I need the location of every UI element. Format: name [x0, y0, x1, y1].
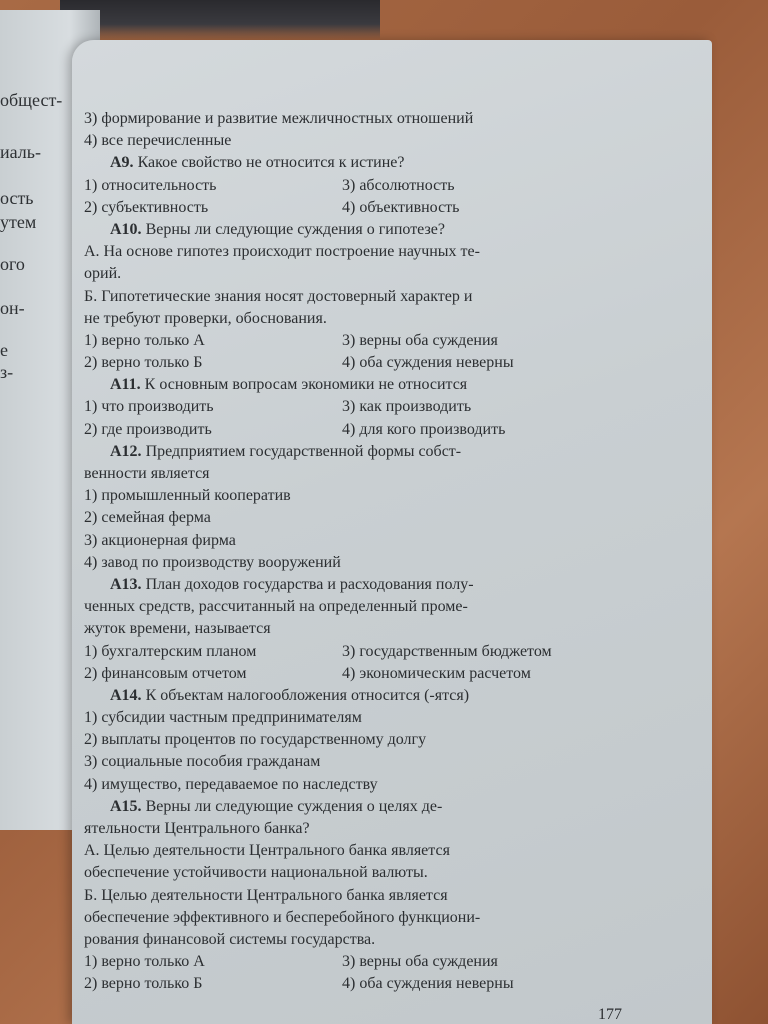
text-line: А. На основе гипотез происходит построение научных те-: [84, 243, 480, 261]
text-line: орий.: [84, 265, 122, 283]
answer-option: 4) экономическим расчетом: [342, 664, 531, 682]
question-number: А11.: [110, 376, 141, 394]
answer-option: 3) верны оба суждения: [342, 331, 498, 349]
text-line: 2) семейная ферма: [84, 509, 211, 527]
answer-option: 4) оба суждения неверны: [342, 975, 514, 993]
text-line: обеспечение эффективного и бесперебойного функциони-: [84, 908, 481, 926]
question-number: А15.: [110, 797, 142, 815]
answer-option: 1) верно только А: [84, 331, 205, 349]
question-number: А13.: [110, 575, 142, 593]
text-line: А. Целью деятельности Центрального банка является: [84, 842, 450, 860]
text-line: ченных средств, рассчитанный на определенный проме-: [84, 598, 468, 616]
question-number: А14.: [110, 686, 142, 704]
left-page-fragment: ого: [0, 254, 25, 274]
answer-option: 4) для кого производить: [342, 420, 506, 438]
answer-option: 2) верно только Б: [84, 975, 203, 993]
question-line: [84, 374, 644, 396]
left-page-fragment: з-: [0, 362, 14, 382]
text-line: венности является: [84, 465, 210, 482]
text-line: 4) имущество, передаваемое по наследству: [84, 775, 378, 793]
question-number: А10.: [110, 220, 142, 238]
answer-option: 2) финансовым отчетом: [84, 664, 247, 682]
left-page-fragment: ость: [0, 188, 34, 208]
text-line: 1) субсидии частным предпринимателям: [84, 709, 362, 727]
answer-options-row: [84, 175, 644, 197]
left-page-fragment: утем: [0, 212, 37, 232]
text-line: 3) акционерная фирма: [84, 531, 236, 549]
answer-option: 3) как производить: [342, 398, 472, 416]
question-line: [84, 441, 644, 463]
answer-options-row: [84, 197, 644, 219]
question-line: [84, 152, 644, 174]
text-line: Б. Гипотетические знания носят достоверный характер и: [84, 287, 473, 305]
book-page: [72, 40, 712, 1024]
question-text: Какое свойство не относится к истине?: [133, 154, 405, 172]
answer-options-row: [84, 973, 644, 995]
answer-option: 3) государственным бюджетом: [342, 642, 552, 660]
question-text: К объектам налогообложения относится (-ятся): [141, 686, 470, 704]
text-line: 4) завод по производству вооружений: [84, 553, 341, 571]
page-number: 177: [598, 1006, 622, 1023]
text-line: 4) все перечисленные: [84, 132, 232, 150]
text-line: рования финансовой системы государства.: [84, 930, 376, 948]
answer-option: 1) бухгалтерским планом: [84, 642, 257, 660]
question-line: [84, 574, 644, 596]
answer-options-row: [84, 352, 644, 374]
answer-option: 2) верно только Б: [84, 354, 203, 372]
text-line: не требуют проверки, обоснования.: [84, 309, 327, 327]
text-line: ятельности Центрального банка?: [84, 820, 310, 837]
answer-options-row: [84, 330, 644, 352]
left-page-fragment: иаль-: [0, 142, 41, 162]
answer-option: 2) где производить: [84, 420, 212, 438]
left-page-fragment: он-: [0, 298, 25, 318]
question-text: План доходов государства и расходования полу-: [141, 575, 474, 593]
question-line: [84, 685, 644, 707]
answer-options-row: [84, 419, 644, 441]
answer-options-row: [84, 951, 644, 973]
left-page-fragment: е: [0, 340, 8, 360]
text-line: обеспечение устойчивости национальной валюты.: [84, 864, 428, 882]
text-line: 2) выплаты процентов по государственному долгу: [84, 731, 427, 749]
answer-option: 1) что производить: [84, 398, 214, 416]
answer-option: 1) относительность: [84, 176, 217, 194]
text-line: 3) социальные пособия гражданам: [84, 753, 321, 771]
answer-option: 3) абсолютность: [342, 176, 455, 194]
left-page-fragment: общест-: [0, 90, 63, 110]
question-number: А9.: [110, 154, 134, 172]
text-line: 1) промышленный кооператив: [84, 487, 291, 505]
question-text: К основным вопросам экономики не относится: [140, 376, 468, 394]
text-line: жуток времени, называется: [84, 620, 271, 638]
question-text: Верны ли следующие суждения о гипотезе?: [141, 220, 445, 238]
text-line: Б. Целью деятельности Центрального банка является: [84, 886, 448, 904]
answer-option: 3) верны оба суждения: [342, 953, 498, 971]
page-text: [84, 108, 644, 996]
question-line: [84, 796, 644, 818]
answer-options-row: [84, 396, 644, 418]
answer-option: 4) объективность: [342, 198, 460, 216]
answer-option: 4) оба суждения неверны: [342, 354, 514, 372]
question-text: Предприятием государственной формы собст-: [141, 442, 462, 460]
question-text: Верны ли следующие суждения о целях де-: [141, 797, 443, 815]
question-number: А12.: [110, 442, 142, 460]
text-line: 3) формирование и развитие межличностных отношений: [84, 110, 474, 127]
answer-option: 2) субъективность: [84, 198, 209, 216]
answer-options-row: [84, 641, 644, 663]
answer-option: 1) верно только А: [84, 953, 205, 971]
answer-options-row: [84, 663, 644, 685]
question-line: [84, 219, 644, 241]
dark-object-background: [60, 0, 380, 40]
